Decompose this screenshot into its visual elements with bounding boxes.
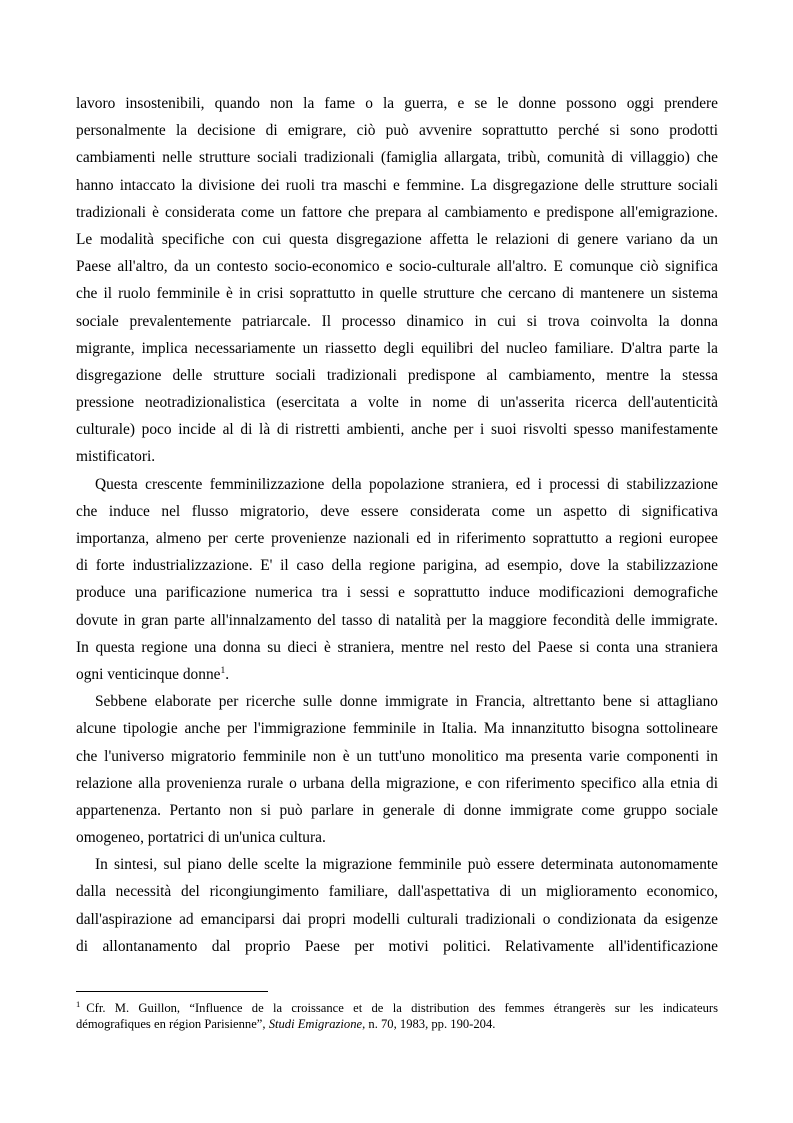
text-line: tradizionali è considerata come un fattore che prepara al cambiamento e predispone all'emigrazione. — [76, 203, 718, 221]
footnote-reference: 1 — [220, 665, 226, 676]
text-fragment: . — [225, 665, 230, 683]
paragraph-1 — [76, 90, 718, 471]
text-line: lavoro insostenibili, quando non la fame o la guerra, e se le donne possono oggi prendere — [76, 95, 718, 112]
text-line: dovute in gran parte all'innalzamento del tasso di natalità per la maggiore fecondità delle immigrate. — [76, 611, 718, 629]
text-line: dalla necessità del ricongiungimento familiare, dall'aspettativa di un miglioramento economico, — [76, 883, 718, 901]
text-line: che il ruolo femminile è in crisi soprattutto in quelle strutture che cercano di mantenere un sistema — [76, 285, 718, 303]
footnote-text: Cfr. M. Guillon, “Influence de la croissance et de la distribution des femmes étrangerès sur les indicateurs — [86, 1001, 718, 1015]
text-line: alcune tipologie anche per l'immigrazione femminile in Italia. Ma innanzitutto bisogna sottolineare — [76, 720, 718, 738]
text-line: sociale prevalentemente patriarcale. Il processo dinamico in cui si trova coinvolta la donna — [76, 312, 718, 330]
text-line: di allontanamento dal proprio Paese per motivi politici. Relativamente all'identificazione — [76, 937, 718, 955]
text-line: appartenenza. Pertanto non si può parlare in generale di donne immigrate come gruppo sociale — [76, 801, 718, 819]
footnote-line — [76, 1000, 718, 1016]
text-line: mistificatori. — [76, 448, 156, 466]
text-line: cambiamenti nelle strutture sociali tradizionali (famiglia allargata, tribù, comunità di villaggio) che — [76, 149, 718, 167]
text-line: pressione neotradizionalistica (esercitata a volte in nome di un'asserita ricerca dell'autenticità — [76, 394, 718, 412]
text-line: Sebbene elaborate per ricerche sulle donne immigrate in Francia, altrettanto bene si attagliano — [95, 693, 718, 711]
text-line: Paese all'altro, da un contesto socio-economico e socio-culturale all'altro. E comunque ciò significa — [76, 258, 718, 276]
paragraph-2 — [76, 471, 718, 689]
text-line: Questa crescente femminilizzazione della popolazione straniera, ed i processi di stabilizzazione — [95, 475, 718, 493]
text-line: importanza, almeno per certe provenienze nazionali ed in riferimento soprattutto a regioni europee — [76, 530, 718, 547]
text-line: culturale) poco incide al di là di ristretti ambienti, anche per i suoi risvolti spesso manifestamente — [76, 421, 718, 439]
text-line: produce una parificazione numerica tra i sessi e soprattutto induce modificazioni demografiche — [76, 584, 718, 602]
text-line: dall'aspirazione ad emanciparsi dai propri modelli culturali tradizionali o condizionata da esigenze — [76, 910, 718, 928]
paragraph-3 — [76, 688, 718, 851]
paragraph-4 — [76, 851, 718, 960]
text-line: disgregazione delle strutture sociali tradizionali predispone al cambiamento, mentre la stessa — [76, 366, 718, 384]
text-line: che l'universo migratorio femminile non è un tutt'uno monolitico ma presenta varie componenti in — [76, 747, 718, 765]
text-line: migrante, implica necessariamente un riassetto degli equilibri del nucleo familiare. D'altra parte la — [76, 339, 718, 357]
footnote-line — [76, 1016, 718, 1032]
text-line: che induce nel flusso migratorio, deve essere considerata come un aspetto di significativa — [76, 502, 718, 520]
footnote-text: démografiques en région Parisienne”, — [76, 1017, 266, 1031]
footnote-journal: Studi Emigrazione — [268, 1017, 363, 1031]
text-fragment: ogni venticinque donne — [76, 665, 221, 683]
footnote — [76, 1000, 718, 1032]
text-line: relazione alla provenienza rurale o urbana della migrazione, e con riferimento specifico alla etnia di — [76, 774, 718, 792]
footnote-text: , n. 70, 1983, pp. 190-204. — [362, 1017, 496, 1031]
footnote-separator — [76, 991, 268, 992]
text-line: personalmente la decisione di emigrare, ciò può avvenire soprattutto perché si sono prodotti — [76, 122, 718, 140]
body-text — [76, 90, 718, 960]
text-line-with-footnote — [76, 661, 718, 688]
text-line: omogeneo, portatrici di un'unica cultura. — [76, 829, 326, 847]
text-line: In questa regione una donna su dieci è straniera, mentre nel resto del Paese si conta una straniera — [76, 638, 718, 656]
text-line: Le modalità specifiche con cui questa disgregazione affetta le relazioni di genere variano da un — [76, 230, 718, 248]
footnote-number: 1 — [76, 999, 81, 1009]
text-line: di forte industrializzazione. E' il caso della regione parigina, ad esempio, dove la stabilizzazione — [76, 557, 718, 575]
text-line: In sintesi, sul piano delle scelte la migrazione femminile può essere determinata autonomamente — [95, 856, 718, 874]
text-line: hanno intaccato la divisione dei ruoli tra maschi e femmine. La disgregazione delle strutture sociali — [76, 176, 718, 194]
